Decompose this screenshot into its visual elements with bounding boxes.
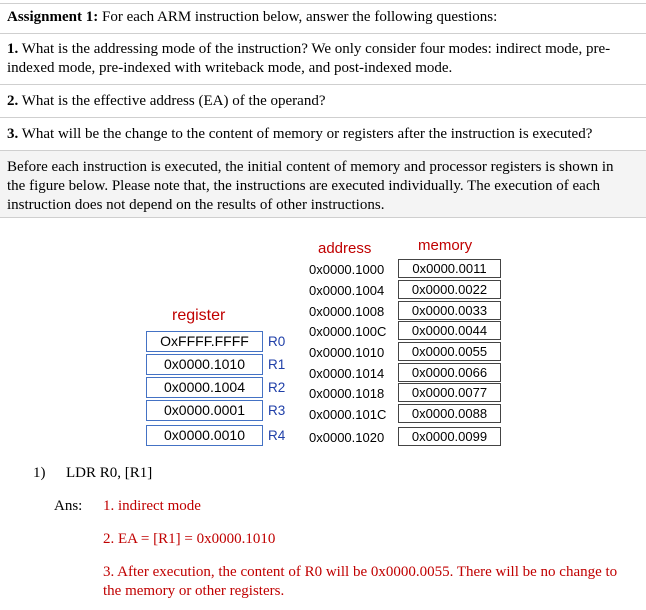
answer-3: 3. After execution, the content of R0 will be 0x0000.0055. There will be no change to the memory or other registers. <box>103 564 618 599</box>
top-rule <box>0 3 646 4</box>
register-cell: 0x0000.0001 <box>146 400 263 421</box>
register-cell: OxFFFF.FFFF <box>146 331 263 352</box>
memory-cell: 0x0000.0055 <box>398 342 501 361</box>
register-name: R2 <box>268 380 286 395</box>
question-2-number: 2. <box>7 93 19 109</box>
memory-cell: 0x0000.0077 <box>398 383 501 402</box>
register-cell: 0x0000.1004 <box>146 377 263 398</box>
memory-address: 0x0000.1004 <box>309 283 385 298</box>
memory-address: 0x0000.1000 <box>309 262 385 277</box>
assignment-intro: For each ARM instruction below, answer the following questions: <box>102 9 498 25</box>
answer-label: Ans: <box>54 498 83 514</box>
memory-address: 0x0000.1018 <box>309 386 385 401</box>
rule-5 <box>0 217 646 218</box>
answer-2: 2. EA = [R1] = 0x0000.1010 <box>103 531 276 547</box>
instructions-note: Before each instruction is executed, the initial content of memory and processor registers is shown in the figure below. Please note that, the instructions are executed individually. The execution of each instruction does not depend on the results of other instructions. <box>7 159 614 213</box>
question-3-number: 3. <box>7 126 19 142</box>
rule-3 <box>0 117 646 118</box>
memory-cell: 0x0000.0044 <box>398 321 501 340</box>
memory-address: 0x0000.1010 <box>309 345 385 360</box>
question-3-text <box>7 125 632 144</box>
memory-cell: 0x0000.0011 <box>398 259 501 278</box>
memory-address: 0x0000.1014 <box>309 366 385 381</box>
answer-1: 1. indirect mode <box>103 498 201 514</box>
rule-1 <box>0 33 646 34</box>
memory-address: 0x0000.1008 <box>309 304 385 319</box>
memory-cell: 0x0000.0022 <box>398 280 501 299</box>
question-1-body: What is the addressing mode of the instruction? We only consider four modes: indirect mode, pre-indexed mode, pre-indexed with writeback mode, and post-indexed mode. <box>7 41 611 76</box>
register-cell: 0x0000.1010 <box>146 354 263 375</box>
register-cell: 0x0000.0010 <box>146 425 263 446</box>
rule-2 <box>0 84 646 85</box>
register-name: R4 <box>268 428 286 443</box>
assignment-title-line <box>7 8 632 27</box>
register-header: register <box>172 307 226 324</box>
question-1-text <box>7 40 632 78</box>
memory-address: 0x0000.1020 <box>309 430 385 445</box>
address-header: address <box>318 240 372 257</box>
question-2-text <box>7 92 632 111</box>
register-name: R3 <box>268 403 286 418</box>
question-2-body: What is the effective address (EA) of the operand? <box>21 93 326 109</box>
memory-cell: 0x0000.0088 <box>398 404 501 423</box>
assignment-title: Assignment 1: <box>7 9 99 25</box>
question-3-body: What will be the change to the content of memory or registers after the instruction is executed? <box>21 126 593 142</box>
memory-address: 0x0000.100C <box>309 324 387 339</box>
question-1-number: 1. <box>7 41 19 57</box>
register-name: R1 <box>268 357 286 372</box>
question-number: 1) <box>33 465 46 481</box>
memory-header: memory <box>418 237 473 254</box>
instruction-text: LDR R0, [R1] <box>66 465 153 481</box>
memory-address: 0x0000.101C <box>309 407 387 422</box>
memory-cell: 0x0000.0066 <box>398 363 501 382</box>
memory-cell: 0x0000.0033 <box>398 301 501 320</box>
memory-cell: 0x0000.0099 <box>398 427 501 446</box>
register-name: R0 <box>268 334 286 349</box>
